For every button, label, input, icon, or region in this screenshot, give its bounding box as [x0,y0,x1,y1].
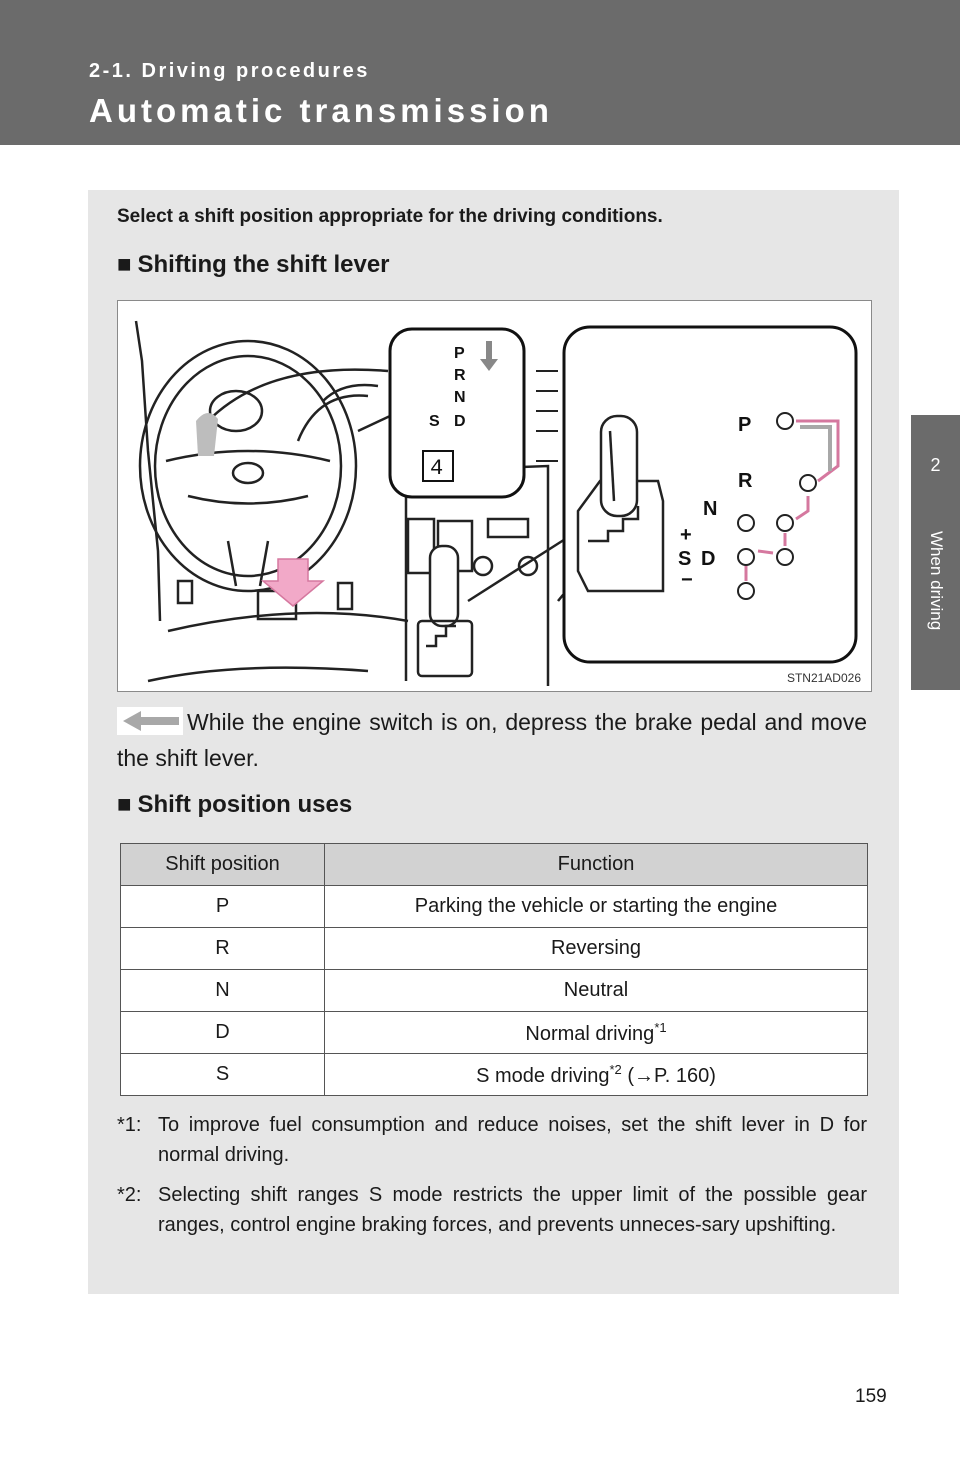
gate-letter-s: S [678,548,692,570]
page-header [0,0,960,145]
page-number: 159 [855,1386,887,1407]
uses-heading: ■ Shift position uses [117,791,353,818]
footnote-mark: *1: [117,1114,142,1136]
indicator-letter-r: R [454,367,466,384]
page-reference: (→P. 160) [627,1064,716,1087]
footnote-1 [117,1110,867,1170]
section-label: 2-1. Driving procedures [89,60,370,82]
function-cell [325,1054,868,1096]
gate-letter-n: N [703,498,718,520]
chapter-tab [911,415,960,690]
footnote-ref: *2 [609,1061,622,1077]
footnote-text: Selecting shift ranges S mode restricts the upper limit of the possible gear ranges, control engine braking forces, and prevents unneces-sary upshifting. [158,1184,867,1236]
indicator-letter-d: D [454,413,466,430]
uses-heading-text: Shift position uses [137,791,353,818]
table-header-row [121,844,868,886]
gate-letter-d: D [701,548,716,570]
shift-lever-illustration [117,300,872,692]
shifting-heading-text: Shifting the shift lever [137,251,390,278]
shift-position-cell: S [121,1054,325,1096]
shift-position-cell: R [121,928,325,970]
table-header: Function [325,844,868,886]
shift-position-table [120,843,868,1096]
function-text: S mode driving [476,1064,610,1087]
gear-display: 4 [430,456,444,481]
table-header: Shift position [121,844,325,886]
table-row [121,970,868,1012]
shift-position-cell: N [121,970,325,1012]
gate-letter-minus: − [681,569,693,591]
function-cell [325,1012,868,1054]
chapter-label: When driving [927,531,946,631]
gate-letter-p: P [738,414,752,436]
instruction-body: While the engine switch is on, depress the brake pedal and move the shift lever. [117,709,867,771]
footnote-ref: *1 [654,1019,667,1035]
gray-arrow-icon [117,707,183,735]
table-row [121,928,868,970]
gate-letter-plus: + [680,524,692,546]
function-cell: Parking the vehicle or starting the engine [325,886,868,928]
footnote-2 [117,1180,867,1240]
footnote-mark: *2: [117,1184,142,1206]
indicator-letter-s: S [429,413,440,430]
gate-letter-r: R [738,470,753,492]
shifting-heading: ■ Shifting the shift lever [117,251,390,278]
table-row [121,1054,868,1096]
shift-position-cell: P [121,886,325,928]
page-title: Automatic transmission [89,92,553,129]
function-cell: Reversing [325,928,868,970]
shift-position-cell: D [121,1012,325,1054]
figure-code: STN21AD026 [786,671,861,685]
indicator-letter-n: N [454,389,466,406]
intro-text: Select a shift position appropriate for the driving conditions. [117,206,663,227]
function-cell: Neutral [325,970,868,1012]
table-row [121,1012,868,1054]
footnote-text: To improve fuel consumption and reduce noises, set the shift lever in D for normal driving. [158,1114,867,1166]
function-text: Normal driving [525,1022,655,1045]
table-row [121,886,868,928]
indicator-letter-p: P [454,345,465,362]
instruction-text [117,704,867,776]
chapter-number: 2 [930,455,941,475]
